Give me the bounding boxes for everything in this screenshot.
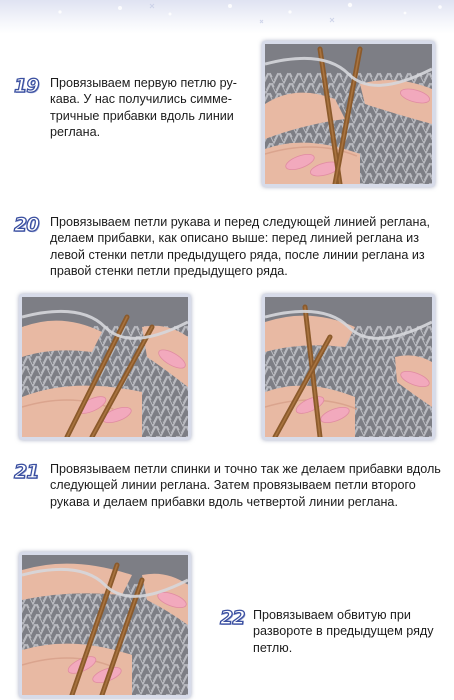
step-22-text xyxy=(253,607,448,656)
step-20-text-line: Провязываем петли рукава и перед следующей линией реглана, xyxy=(50,215,430,229)
step-22-text-line: петлю. xyxy=(253,640,293,655)
step-21-text xyxy=(50,461,450,510)
step-22-photo xyxy=(19,552,191,698)
step-20-photo-right xyxy=(262,294,435,440)
step-19-text-line: кава. У нас получились симме- xyxy=(50,92,232,107)
step-20-text-line: делаем прибавки, как описано выше: перед линией реглана из xyxy=(50,231,419,246)
step-20-text xyxy=(50,214,450,280)
step-21-text-line: Провязываем петли спинки и точно так же делаем прибавки вдоль xyxy=(50,462,441,476)
step-20-photo-left xyxy=(19,294,191,440)
step-19-text-line: реглана. xyxy=(50,125,101,140)
step-19-text xyxy=(50,75,255,141)
step-20-text-line: левой стенки петли предыдущего ряда, после линии реглана из xyxy=(50,247,425,262)
step-22-text-line: развороте в предыдущем ряду xyxy=(253,624,434,639)
step-19-number: 19 xyxy=(14,75,39,97)
step-22-number: 22 xyxy=(220,607,245,629)
header-decoration xyxy=(0,0,454,34)
step-21-text-line: рукава и делаем прибавки вдоль четвертой линии реглана. xyxy=(50,494,398,509)
step-20-number: 20 xyxy=(14,214,39,236)
step-19-text-line: тричные прибавки вдоль линии xyxy=(50,108,234,123)
step-21-number: 21 xyxy=(14,461,39,483)
step-19-text-line: Провязываем первую петлю ру- xyxy=(50,76,237,90)
step-22-text-line: Провязываем обвитую при xyxy=(253,608,411,622)
step-20-text-line: правой стенки петли предыдущего ряда. xyxy=(50,264,288,279)
step-21-text-line: следующей линии реглана. Затем провязываем петли второго xyxy=(50,478,416,493)
step-19-photo xyxy=(262,41,435,187)
